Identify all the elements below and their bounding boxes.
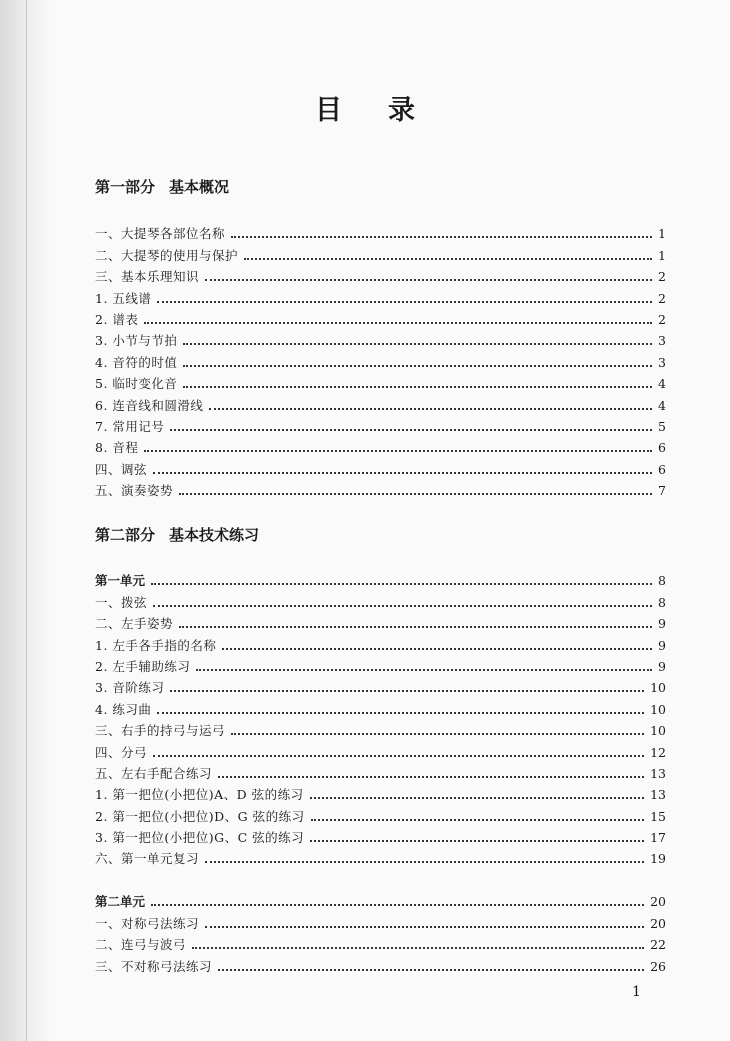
toc-entry[interactable] — [95, 718, 666, 739]
toc-entry-label: 1. 五线谱 — [95, 290, 152, 306]
unit1-toc — [95, 568, 666, 867]
toc-entry-label: 1. 第一把位(小把位)A、D 弦的练习 — [95, 787, 304, 803]
toc-entry-page: 9 — [658, 616, 666, 632]
dot-leader — [244, 257, 652, 260]
dot-leader — [231, 235, 652, 238]
toc-entry[interactable] — [95, 307, 666, 328]
toc-entry-label: 3. 音阶练习 — [95, 680, 165, 696]
dot-leader — [231, 732, 644, 735]
toc-entry[interactable] — [95, 589, 666, 610]
toc-entry-label: 六、第一单元复习 — [95, 851, 200, 867]
toc-entry-label: 第二单元 — [95, 894, 146, 910]
toc-entry-label: 一、大提琴各部位名称 — [95, 226, 226, 242]
toc-entry-label: 5. 临时变化音 — [95, 376, 178, 392]
toc-entry-page: 2 — [658, 269, 666, 285]
dot-leader — [196, 668, 652, 671]
toc-entry-page: 22 — [650, 937, 666, 953]
dot-leader — [192, 946, 644, 949]
toc-entry[interactable] — [95, 478, 666, 499]
toc-entry-label: 8. 音程 — [95, 440, 139, 456]
toc-entry-page: 8 — [658, 573, 666, 589]
toc-unit-row[interactable] — [95, 889, 666, 910]
unit2-toc — [95, 889, 666, 975]
toc-entry-page: 9 — [658, 658, 666, 674]
toc-entry-page: 12 — [650, 744, 666, 760]
toc-entry-label: 二、连弓与波弓 — [95, 937, 187, 953]
dot-leader — [157, 300, 652, 303]
page-number: 1 — [632, 984, 641, 1000]
dot-leader — [311, 818, 644, 821]
toc-entry[interactable] — [95, 953, 666, 974]
toc-entry-label: 6. 连音线和圆滑线 — [95, 397, 204, 413]
dot-leader — [144, 449, 652, 452]
part1-heading: 第一部分 基本概况 — [95, 178, 230, 196]
toc-entry[interactable] — [95, 435, 666, 456]
dot-leader — [153, 754, 644, 757]
dot-leader — [183, 364, 652, 367]
toc-entry-label: 2. 谱表 — [95, 311, 139, 327]
toc-entry-page: 6 — [658, 461, 666, 477]
dot-leader — [310, 839, 644, 842]
toc-entry[interactable] — [95, 328, 666, 349]
toc-entry-label: 2. 第一把位(小把位)D、G 弦的练习 — [95, 808, 305, 824]
toc-entry-page: 15 — [650, 808, 666, 824]
toc-entry[interactable] — [95, 456, 666, 477]
toc-entry[interactable] — [95, 846, 666, 867]
toc-entry-page: 4 — [658, 397, 666, 413]
toc-entry-label: 3. 小节与节拍 — [95, 333, 178, 349]
page-edge-line — [26, 0, 27, 1041]
toc-entry[interactable] — [95, 392, 666, 413]
toc-entry-label: 三、不对称弓法练习 — [95, 958, 213, 974]
dot-leader — [153, 604, 652, 607]
dot-leader — [179, 625, 652, 628]
toc-entry[interactable] — [95, 803, 666, 824]
toc-entry-page: 7 — [658, 483, 666, 499]
dot-leader — [222, 647, 652, 650]
toc-entry-label: 二、大提琴的使用与保护 — [95, 247, 239, 263]
toc-entry-page: 20 — [650, 915, 666, 931]
toc-entry[interactable] — [95, 696, 666, 717]
toc-entry-page: 1 — [658, 226, 666, 242]
page-title: 目 录 — [315, 95, 415, 126]
toc-entry[interactable] — [95, 632, 666, 653]
toc-entry-label: 4. 音符的时值 — [95, 354, 178, 370]
part1-toc — [95, 221, 666, 499]
toc-entry[interactable] — [95, 611, 666, 632]
toc-unit-row[interactable] — [95, 568, 666, 589]
toc-entry-page: 4 — [658, 376, 666, 392]
toc-entry-label: 二、左手姿势 — [95, 616, 174, 632]
toc-entry-label: 4. 练习曲 — [95, 701, 152, 717]
dot-leader — [205, 278, 652, 281]
toc-entry[interactable] — [95, 349, 666, 370]
toc-entry-page: 2 — [658, 311, 666, 327]
dot-leader — [151, 903, 644, 906]
toc-entry-page: 17 — [650, 830, 666, 846]
toc-entry[interactable] — [95, 782, 666, 803]
dot-leader — [157, 711, 644, 714]
dot-leader — [218, 968, 644, 971]
dot-leader — [179, 492, 652, 495]
toc-entry-label: 2. 左手辅助练习 — [95, 658, 191, 674]
toc-entry[interactable] — [95, 739, 666, 760]
toc-entry[interactable] — [95, 264, 666, 285]
toc-entry-label: 三、基本乐理知识 — [95, 269, 200, 285]
toc-entry[interactable] — [95, 414, 666, 435]
dot-leader — [218, 775, 644, 778]
dot-leader — [170, 428, 652, 431]
toc-entry-label: 第一单元 — [95, 573, 146, 589]
toc-entry-page: 13 — [650, 787, 666, 803]
dot-leader — [170, 689, 644, 692]
dot-leader — [310, 796, 644, 799]
toc-entry-label: 四、分弓 — [95, 744, 148, 760]
dot-leader — [153, 471, 652, 474]
toc-entry-page: 3 — [658, 333, 666, 349]
toc-entry-page: 10 — [650, 723, 666, 739]
toc-entry-label: 三、右手的持弓与运弓 — [95, 723, 226, 739]
toc-entry-page: 19 — [650, 851, 666, 867]
toc-entry-label: 四、调弦 — [95, 461, 148, 477]
toc-entry-page: 20 — [650, 894, 666, 910]
toc-entry-page: 26 — [650, 958, 666, 974]
dot-leader — [144, 321, 652, 324]
part2-heading: 第二部分 基本技术练习 — [95, 526, 260, 544]
toc-entry[interactable] — [95, 932, 666, 953]
toc-entry-page: 9 — [658, 637, 666, 653]
toc-entry[interactable] — [95, 761, 666, 782]
toc-entry-label: 五、演奏姿势 — [95, 483, 174, 499]
toc-entry-label: 一、拨弦 — [95, 594, 148, 610]
toc-entry[interactable] — [95, 825, 666, 846]
book-gutter-shadow — [0, 0, 60, 1041]
toc-entry-page: 5 — [658, 418, 666, 434]
toc-entry-label: 1. 左手各手指的名称 — [95, 637, 217, 653]
dot-leader — [209, 407, 652, 410]
toc-entry[interactable] — [95, 242, 666, 263]
dot-leader — [183, 342, 652, 345]
dot-leader — [183, 385, 652, 388]
dot-leader — [205, 925, 644, 928]
toc-entry-page: 3 — [658, 354, 666, 370]
toc-entry-page: 13 — [650, 765, 666, 781]
toc-entry-page: 10 — [650, 680, 666, 696]
toc-entry-label: 3. 第一把位(小把位)G、C 弦的练习 — [95, 830, 305, 846]
toc-entry[interactable] — [95, 285, 666, 306]
toc-entry-page: 6 — [658, 440, 666, 456]
toc-entry[interactable] — [95, 371, 666, 392]
toc-entry-page: 2 — [658, 290, 666, 306]
toc-entry[interactable] — [95, 675, 666, 696]
toc-entry-page: 10 — [650, 701, 666, 717]
toc-entry-page: 1 — [658, 247, 666, 263]
toc-entry-label: 7. 常用记号 — [95, 418, 165, 434]
toc-entry[interactable] — [95, 910, 666, 931]
toc-entry-label: 一、对称弓法练习 — [95, 915, 200, 931]
toc-entry-page: 8 — [658, 594, 666, 610]
toc-entry[interactable] — [95, 221, 666, 242]
dot-leader — [151, 582, 652, 585]
toc-entry[interactable] — [95, 654, 666, 675]
dot-leader — [205, 860, 644, 863]
toc-entry-label: 五、左右手配合练习 — [95, 765, 213, 781]
